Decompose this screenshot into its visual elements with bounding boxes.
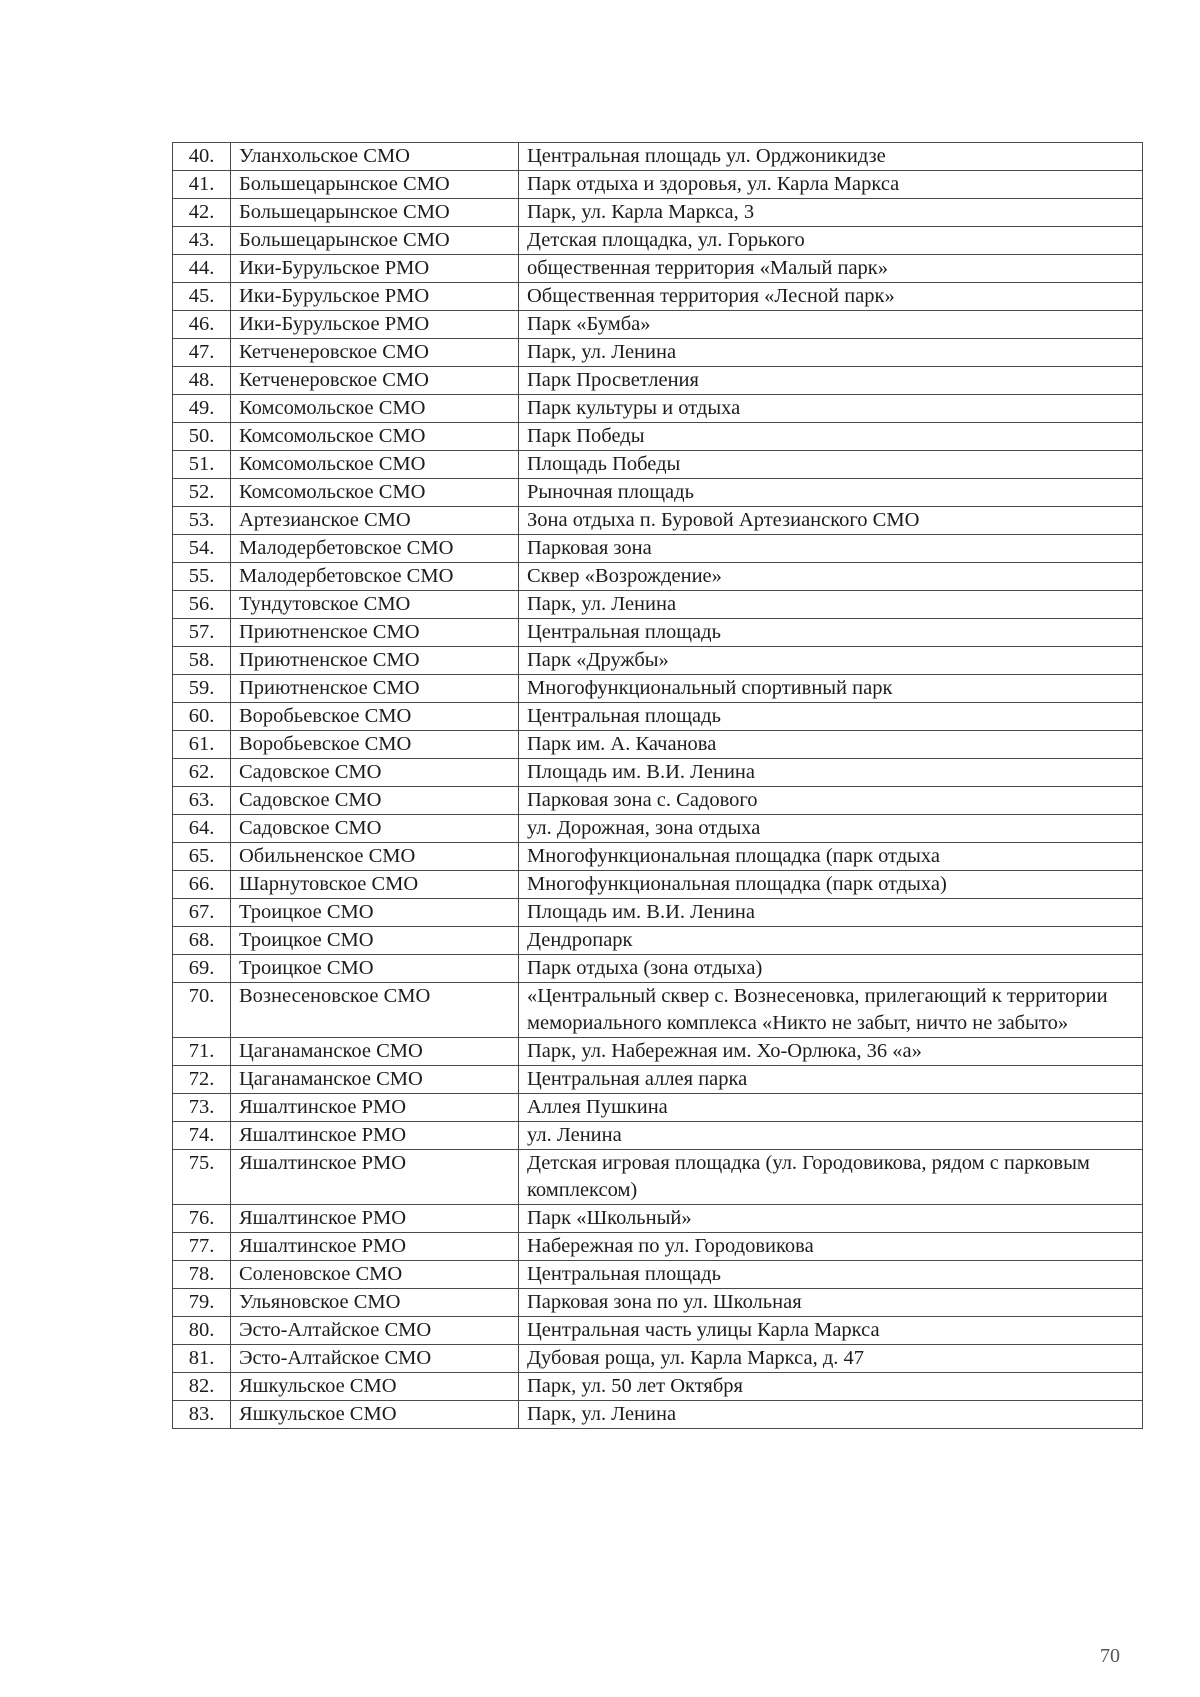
row-number: 68.	[173, 927, 231, 955]
municipality-cell: Садовское СМО	[231, 759, 519, 787]
municipality-cell: Воробьевское СМО	[231, 731, 519, 759]
place-cell: общественная территория «Малый парк»	[519, 255, 1143, 283]
municipality-cell: Приютненское СМО	[231, 675, 519, 703]
municipality-cell: Цаганаманское СМО	[231, 1066, 519, 1094]
place-cell: Парк, ул. Ленина	[519, 591, 1143, 619]
table-row	[173, 1233, 1143, 1261]
municipality-cell: Комсомольское СМО	[231, 395, 519, 423]
table-row	[173, 311, 1143, 339]
municipality-cell: Артезианское СМО	[231, 507, 519, 535]
page-number: 70	[1100, 1645, 1120, 1667]
municipality-cell: Обильненское СМО	[231, 843, 519, 871]
municipality-cell: Кетченеровское СМО	[231, 339, 519, 367]
row-number: 63.	[173, 787, 231, 815]
municipality-cell: Яшалтинское РМО	[231, 1122, 519, 1150]
row-number: 41.	[173, 171, 231, 199]
municipality-cell: Вознесеновское СМО	[231, 983, 519, 1038]
municipality-cell: Большецарынское СМО	[231, 227, 519, 255]
place-cell: Парк отдыха и здоровья, ул. Карла Маркса	[519, 171, 1143, 199]
place-cell: Парк, ул. 50 лет Октября	[519, 1373, 1143, 1401]
place-cell: Аллея Пушкина	[519, 1094, 1143, 1122]
table-row	[173, 199, 1143, 227]
place-cell: Парк «Школьный»	[519, 1205, 1143, 1233]
row-number: 74.	[173, 1122, 231, 1150]
table-row	[173, 255, 1143, 283]
municipality-cell: Большецарынское СМО	[231, 199, 519, 227]
municipality-cell: Малодербетовское СМО	[231, 563, 519, 591]
place-cell: «Центральный сквер с. Вознесеновка, прилегающий к территории мемориального комплекса «Никто не забыт, ничто не забыто»	[519, 983, 1143, 1038]
table-row	[173, 955, 1143, 983]
municipality-cell: Троицкое СМО	[231, 955, 519, 983]
place-cell: Площадь Победы	[519, 451, 1143, 479]
row-number: 54.	[173, 535, 231, 563]
place-cell: Парковая зона	[519, 535, 1143, 563]
table-row	[173, 591, 1143, 619]
place-cell: Площадь им. В.И. Ленина	[519, 759, 1143, 787]
place-cell: Детская площадка, ул. Горького	[519, 227, 1143, 255]
place-cell: Рыночная площадь	[519, 479, 1143, 507]
municipality-cell: Приютненское СМО	[231, 647, 519, 675]
municipality-cell: Воробьевское СМО	[231, 703, 519, 731]
municipality-cell: Яшалтинское РМО	[231, 1094, 519, 1122]
place-cell: Дендропарк	[519, 927, 1143, 955]
row-number: 60.	[173, 703, 231, 731]
row-number: 79.	[173, 1289, 231, 1317]
table-row	[173, 703, 1143, 731]
table-row	[173, 843, 1143, 871]
table-row	[173, 815, 1143, 843]
place-cell: Центральная площадь	[519, 619, 1143, 647]
row-number: 48.	[173, 367, 231, 395]
municipality-cell: Эсто-Алтайское СМО	[231, 1317, 519, 1345]
table-row	[173, 535, 1143, 563]
place-cell: Общественная территория «Лесной парк»	[519, 283, 1143, 311]
municipality-cell: Кетченеровское СМО	[231, 367, 519, 395]
row-number: 58.	[173, 647, 231, 675]
municipality-cell: Приютненское СМО	[231, 619, 519, 647]
row-number: 62.	[173, 759, 231, 787]
table-row	[173, 1038, 1143, 1066]
row-number: 53.	[173, 507, 231, 535]
place-cell: Парк Победы	[519, 423, 1143, 451]
table-body	[173, 143, 1143, 1429]
municipality-cell: Малодербетовское СМО	[231, 535, 519, 563]
place-cell: Парк, ул. Карла Маркса, 3	[519, 199, 1143, 227]
municipality-cell: Яшалтинское РМО	[231, 1233, 519, 1261]
place-cell: Парк, ул. Ленина	[519, 1401, 1143, 1429]
place-cell: Центральная площадь	[519, 703, 1143, 731]
row-number: 83.	[173, 1401, 231, 1429]
row-number: 75.	[173, 1150, 231, 1205]
row-number: 80.	[173, 1317, 231, 1345]
place-cell: Центральная площадь	[519, 1261, 1143, 1289]
row-number: 61.	[173, 731, 231, 759]
row-number: 73.	[173, 1094, 231, 1122]
row-number: 59.	[173, 675, 231, 703]
table-row	[173, 479, 1143, 507]
municipality-cell: Троицкое СМО	[231, 899, 519, 927]
table-row	[173, 423, 1143, 451]
place-cell: Центральная аллея парка	[519, 1066, 1143, 1094]
row-number: 47.	[173, 339, 231, 367]
place-cell: Сквер «Возрождение»	[519, 563, 1143, 591]
row-number: 57.	[173, 619, 231, 647]
table-row	[173, 1289, 1143, 1317]
row-number: 70.	[173, 983, 231, 1038]
place-cell: ул. Ленина	[519, 1122, 1143, 1150]
row-number: 67.	[173, 899, 231, 927]
row-number: 76.	[173, 1205, 231, 1233]
municipality-cell: Цаганаманское СМО	[231, 1038, 519, 1066]
row-number: 40.	[173, 143, 231, 171]
table-row	[173, 507, 1143, 535]
municipality-cell: Тундутовское СМО	[231, 591, 519, 619]
row-number: 65.	[173, 843, 231, 871]
place-cell: Парк им. А. Качанова	[519, 731, 1143, 759]
row-number: 43.	[173, 227, 231, 255]
municipality-cell: Уланхольское СМО	[231, 143, 519, 171]
place-cell: Дубовая роща, ул. Карла Маркса, д. 47	[519, 1345, 1143, 1373]
table-row	[173, 1261, 1143, 1289]
municipality-cell: Соленовское СМО	[231, 1261, 519, 1289]
municipality-cell: Комсомольское СМО	[231, 423, 519, 451]
municipality-cell: Комсомольское СМО	[231, 451, 519, 479]
row-number: 50.	[173, 423, 231, 451]
table-row	[173, 339, 1143, 367]
table-row	[173, 619, 1143, 647]
municipality-cell: Ики-Бурульское РМО	[231, 255, 519, 283]
place-cell: Парковая зона с. Садового	[519, 787, 1143, 815]
table-row	[173, 927, 1143, 955]
place-cell: Многофункциональная площадка (парк отдыха)	[519, 871, 1143, 899]
municipality-cell: Большецарынское СМО	[231, 171, 519, 199]
place-cell: Центральная площадь ул. Орджоникидзе	[519, 143, 1143, 171]
municipality-cell: Садовское СМО	[231, 815, 519, 843]
row-number: 55.	[173, 563, 231, 591]
row-number: 52.	[173, 479, 231, 507]
table-row	[173, 1150, 1143, 1205]
place-cell: Парк отдыха (зона отдыха)	[519, 955, 1143, 983]
table-row	[173, 283, 1143, 311]
place-cell: Парк «Бумба»	[519, 311, 1143, 339]
table-row	[173, 367, 1143, 395]
table-row	[173, 731, 1143, 759]
municipality-cell: Комсомольское СМО	[231, 479, 519, 507]
place-cell: Многофункциональная площадка (парк отдыха	[519, 843, 1143, 871]
municipality-cell: Ики-Бурульское РМО	[231, 311, 519, 339]
table-row	[173, 1373, 1143, 1401]
row-number: 77.	[173, 1233, 231, 1261]
municipality-cell: Яшкульское СМО	[231, 1401, 519, 1429]
municipality-cell: Ики-Бурульское РМО	[231, 283, 519, 311]
municipality-cell: Ульяновское СМО	[231, 1289, 519, 1317]
table-row	[173, 787, 1143, 815]
row-number: 78.	[173, 1261, 231, 1289]
table-row	[173, 395, 1143, 423]
row-number: 71.	[173, 1038, 231, 1066]
municipality-cell: Шарнутовское СМО	[231, 871, 519, 899]
row-number: 44.	[173, 255, 231, 283]
table-row	[173, 1094, 1143, 1122]
place-cell: Парк, ул. Набережная им. Хо-Орлюка, 36 «а»	[519, 1038, 1143, 1066]
row-number: 56.	[173, 591, 231, 619]
place-cell: Центральная часть улицы Карла Маркса	[519, 1317, 1143, 1345]
place-cell: Парк Просветления	[519, 367, 1143, 395]
table-row	[173, 871, 1143, 899]
row-number: 81.	[173, 1345, 231, 1373]
table-row	[173, 647, 1143, 675]
table-row	[173, 563, 1143, 591]
table-row	[173, 1205, 1143, 1233]
table-row	[173, 899, 1143, 927]
table-row	[173, 1317, 1143, 1345]
table-row	[173, 675, 1143, 703]
place-cell: Парк «Дружбы»	[519, 647, 1143, 675]
municipality-cell: Яшкульское СМО	[231, 1373, 519, 1401]
table-row	[173, 1122, 1143, 1150]
table-row	[173, 171, 1143, 199]
row-number: 49.	[173, 395, 231, 423]
table-row	[173, 1401, 1143, 1429]
place-cell: ул. Дорожная, зона отдыха	[519, 815, 1143, 843]
place-cell: Парк, ул. Ленина	[519, 339, 1143, 367]
table-row	[173, 227, 1143, 255]
municipality-cell: Троицкое СМО	[231, 927, 519, 955]
municipality-cell: Яшалтинское РМО	[231, 1205, 519, 1233]
row-number: 64.	[173, 815, 231, 843]
row-number: 69.	[173, 955, 231, 983]
row-number: 45.	[173, 283, 231, 311]
place-cell: Зона отдыха п. Буровой Артезианского СМО	[519, 507, 1143, 535]
table-row	[173, 983, 1143, 1038]
place-cell: Площадь им. В.И. Ленина	[519, 899, 1143, 927]
table-row	[173, 143, 1143, 171]
row-number: 82.	[173, 1373, 231, 1401]
municipality-cell: Яшалтинское РМО	[231, 1150, 519, 1205]
table-row	[173, 451, 1143, 479]
place-cell: Многофункциональный спортивный парк	[519, 675, 1143, 703]
place-cell: Набережная по ул. Городовикова	[519, 1233, 1143, 1261]
table-row	[173, 1345, 1143, 1373]
place-cell: Парковая зона по ул. Школьная	[519, 1289, 1143, 1317]
row-number: 72.	[173, 1066, 231, 1094]
row-number: 51.	[173, 451, 231, 479]
row-number: 66.	[173, 871, 231, 899]
municipal-spaces-table	[172, 142, 1143, 1429]
municipality-cell: Эсто-Алтайское СМО	[231, 1345, 519, 1373]
place-cell: Детская игровая площадка (ул. Городовикова, рядом с парковым комплексом)	[519, 1150, 1143, 1205]
table-row	[173, 1066, 1143, 1094]
table-row	[173, 759, 1143, 787]
row-number: 42.	[173, 199, 231, 227]
municipality-cell: Садовское СМО	[231, 787, 519, 815]
place-cell: Парк культуры и отдыха	[519, 395, 1143, 423]
row-number: 46.	[173, 311, 231, 339]
